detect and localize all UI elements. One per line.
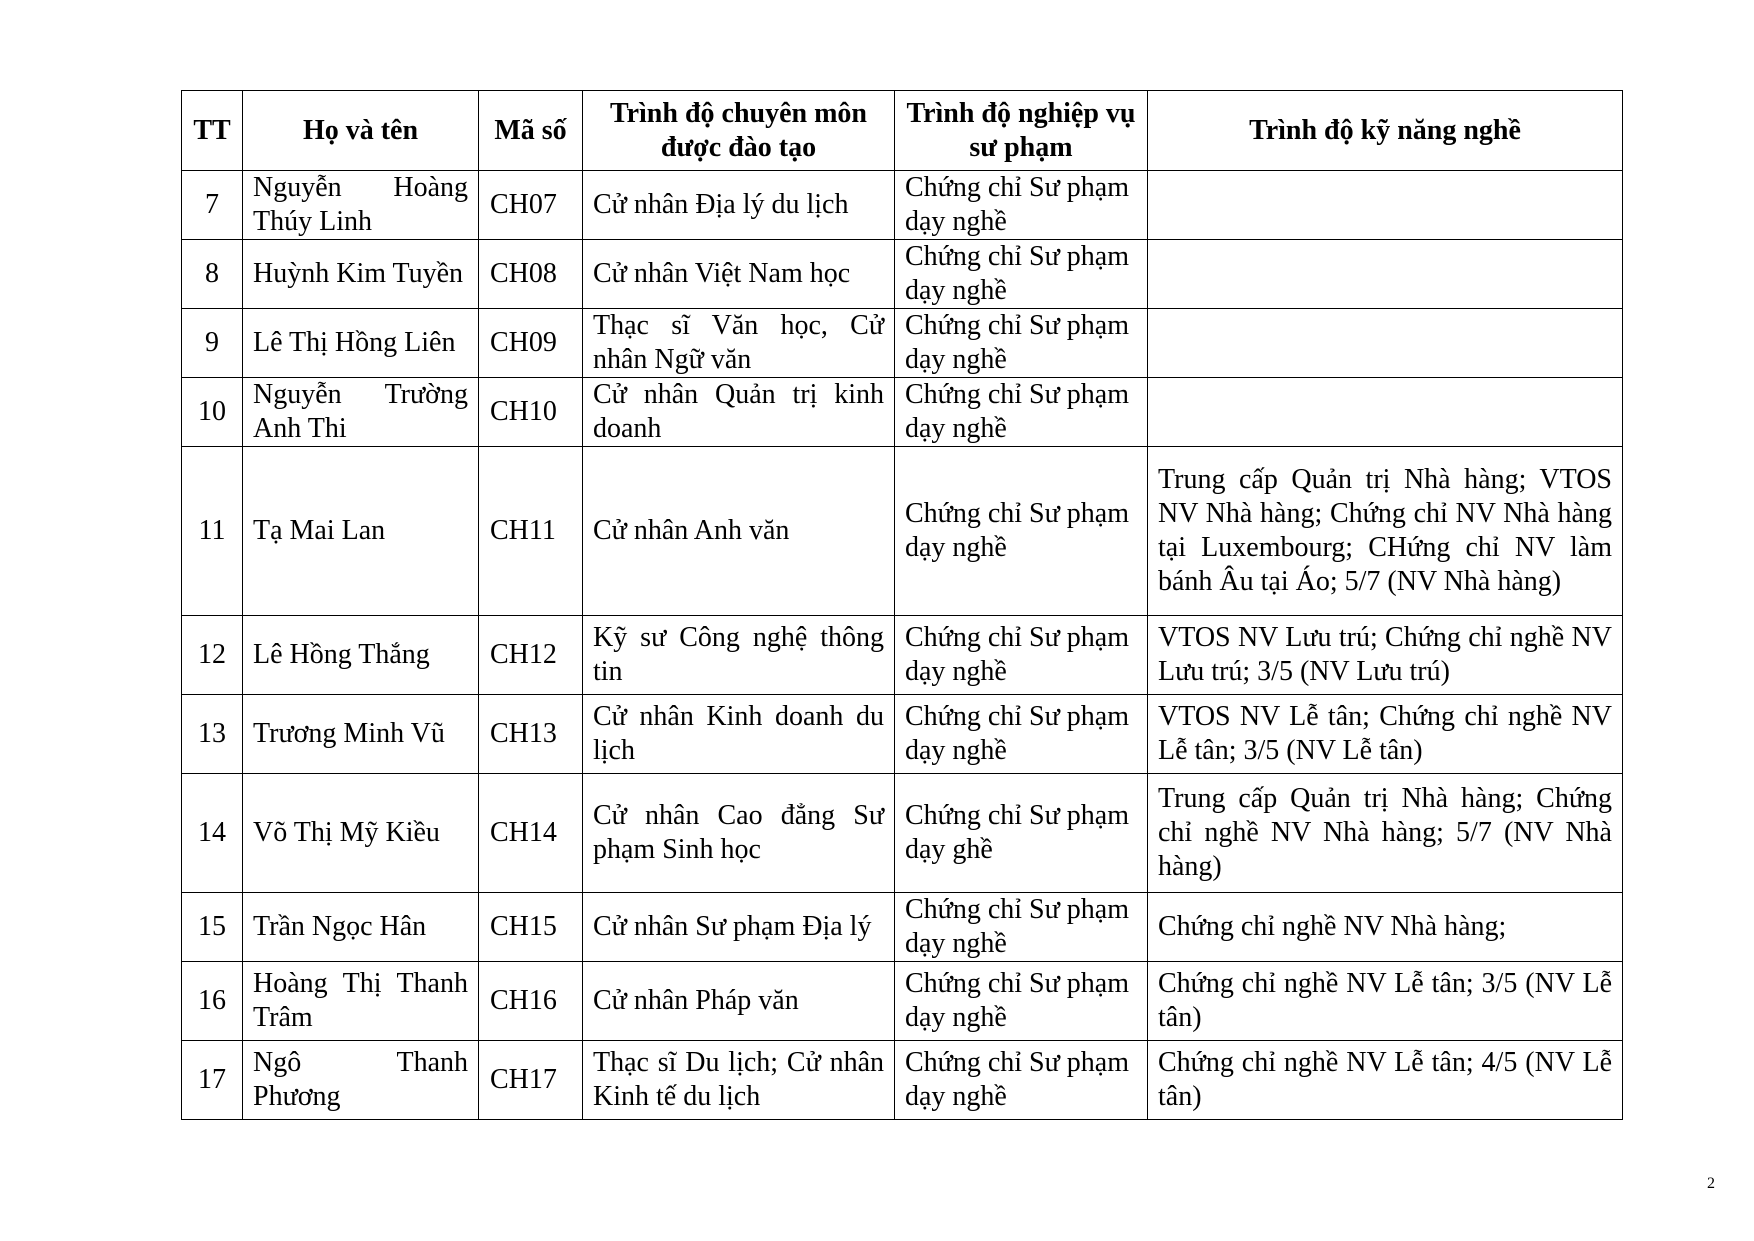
row-name: Nguyễn Trường Anh Thi — [243, 378, 479, 447]
row-code: CH08 — [479, 240, 583, 309]
header-code: Mã số — [479, 91, 583, 171]
row-skill — [1148, 171, 1623, 240]
table-row — [182, 1041, 1623, 1120]
row-name: Huỳnh Kim Tuyền — [243, 240, 479, 309]
row-skill: Chứng chỉ nghề NV Nhà hàng; — [1148, 893, 1623, 962]
row-name: Trần Ngọc Hân — [243, 893, 479, 962]
row-skill: Trung cấp Quản trị Nhà hàng; VTOS NV Nhà hàng; Chứng chỉ NV Nhà hàng tại Luxembourg; CHứng chỉ NV làm bánh Âu tại Áo; 5/7 (NV Nhà hàng) — [1148, 447, 1623, 616]
row-name: Lê Thị Hồng Liên — [243, 309, 479, 378]
table-row — [182, 171, 1623, 240]
row-code: CH13 — [479, 695, 583, 774]
row-education: Thạc sĩ Văn học, Cử nhân Ngữ văn — [583, 309, 895, 378]
row-tt: 9 — [182, 309, 243, 378]
row-tt: 13 — [182, 695, 243, 774]
row-name: Lê Hồng Thắng — [243, 616, 479, 695]
row-code: CH07 — [479, 171, 583, 240]
row-pedagogy: Chứng chỉ Sư phạm dạy nghề — [895, 893, 1148, 962]
row-tt: 14 — [182, 774, 243, 893]
row-code: CH09 — [479, 309, 583, 378]
row-tt: 7 — [182, 171, 243, 240]
header-pedagogy: Trình độ nghiệp vụ sư phạm — [895, 91, 1148, 171]
table-row — [182, 378, 1623, 447]
row-education: Thạc sĩ Du lịch; Cử nhân Kinh tế du lịch — [583, 1041, 895, 1120]
table-row — [182, 962, 1623, 1041]
row-pedagogy: Chứng chỉ Sư phạm dạy nghề — [895, 240, 1148, 309]
row-code: CH16 — [479, 962, 583, 1041]
header-skill: Trình độ kỹ năng nghề — [1148, 91, 1623, 171]
table-body — [182, 171, 1623, 1120]
page-number: 2 — [1707, 1175, 1715, 1192]
table-header-row — [182, 91, 1623, 171]
table-row — [182, 309, 1623, 378]
row-name: Tạ Mai Lan — [243, 447, 479, 616]
row-pedagogy: Chứng chỉ Sư phạm dạy nghề — [895, 962, 1148, 1041]
row-pedagogy: Chứng chỉ Sư phạm dạy nghề — [895, 695, 1148, 774]
row-tt: 11 — [182, 447, 243, 616]
table-row — [182, 240, 1623, 309]
row-code: CH10 — [479, 378, 583, 447]
table-row — [182, 447, 1623, 616]
row-name: Nguyễn Hoàng Thúy Linh — [243, 171, 479, 240]
row-pedagogy: Chứng chỉ Sư phạm dạy nghề — [895, 171, 1148, 240]
row-tt: 10 — [182, 378, 243, 447]
row-name: Trương Minh Vũ — [243, 695, 479, 774]
row-code: CH14 — [479, 774, 583, 893]
row-tt: 16 — [182, 962, 243, 1041]
row-code: CH12 — [479, 616, 583, 695]
table-row — [182, 774, 1623, 893]
row-skill — [1148, 240, 1623, 309]
row-tt: 12 — [182, 616, 243, 695]
header-tt: TT — [182, 91, 243, 171]
header-name: Họ và tên — [243, 91, 479, 171]
row-tt: 15 — [182, 893, 243, 962]
row-pedagogy: Chứng chỉ Sư phạm dạy nghề — [895, 1041, 1148, 1120]
row-code: CH11 — [479, 447, 583, 616]
row-pedagogy: Chứng chỉ Sư phạm dạy nghề — [895, 447, 1148, 616]
row-education: Cử nhân Anh văn — [583, 447, 895, 616]
row-tt: 17 — [182, 1041, 243, 1120]
row-code: CH15 — [479, 893, 583, 962]
row-education: Cử nhân Việt Nam học — [583, 240, 895, 309]
row-name: Ngô Thanh Phương — [243, 1041, 479, 1120]
row-skill: Chứng chỉ nghề NV Lễ tân; 3/5 (NV Lễ tân) — [1148, 962, 1623, 1041]
row-education: Cử nhân Kinh doanh du lịch — [583, 695, 895, 774]
row-skill: Chứng chỉ nghề NV Lễ tân; 4/5 (NV Lễ tân) — [1148, 1041, 1623, 1120]
header-education: Trình độ chuyên môn được đào tạo — [583, 91, 895, 171]
row-education: Cử nhân Địa lý du lịch — [583, 171, 895, 240]
row-pedagogy: Chứng chỉ Sư phạm dạy nghề — [895, 309, 1148, 378]
row-pedagogy: Chứng chỉ Sư phạm dạy ghề — [895, 774, 1148, 893]
row-name: Võ Thị Mỹ Kiều — [243, 774, 479, 893]
row-skill — [1148, 309, 1623, 378]
table-row — [182, 616, 1623, 695]
row-education: Kỹ sư Công nghệ thông tin — [583, 616, 895, 695]
row-skill — [1148, 378, 1623, 447]
row-education: Cử nhân Quản trị kinh doanh — [583, 378, 895, 447]
row-skill: VTOS NV Lễ tân; Chứng chỉ nghề NV Lễ tân; 3/5 (NV Lễ tân) — [1148, 695, 1623, 774]
row-skill: Trung cấp Quản trị Nhà hàng; Chứng chỉ nghề NV Nhà hàng; 5/7 (NV Nhà hàng) — [1148, 774, 1623, 893]
row-pedagogy: Chứng chỉ Sư phạm dạy nghề — [895, 378, 1148, 447]
row-education: Cử nhân Sư phạm Địa lý — [583, 893, 895, 962]
table-row — [182, 893, 1623, 962]
table-row — [182, 695, 1623, 774]
row-education: Cử nhân Pháp văn — [583, 962, 895, 1041]
row-name: Hoàng Thị Thanh Trâm — [243, 962, 479, 1041]
staff-table — [181, 90, 1623, 1120]
row-skill: VTOS NV Lưu trú; Chứng chỉ nghề NV Lưu trú; 3/5 (NV Lưu trú) — [1148, 616, 1623, 695]
row-tt: 8 — [182, 240, 243, 309]
row-pedagogy: Chứng chỉ Sư phạm dạy nghề — [895, 616, 1148, 695]
row-education: Cử nhân Cao đẳng Sư phạm Sinh học — [583, 774, 895, 893]
row-code: CH17 — [479, 1041, 583, 1120]
